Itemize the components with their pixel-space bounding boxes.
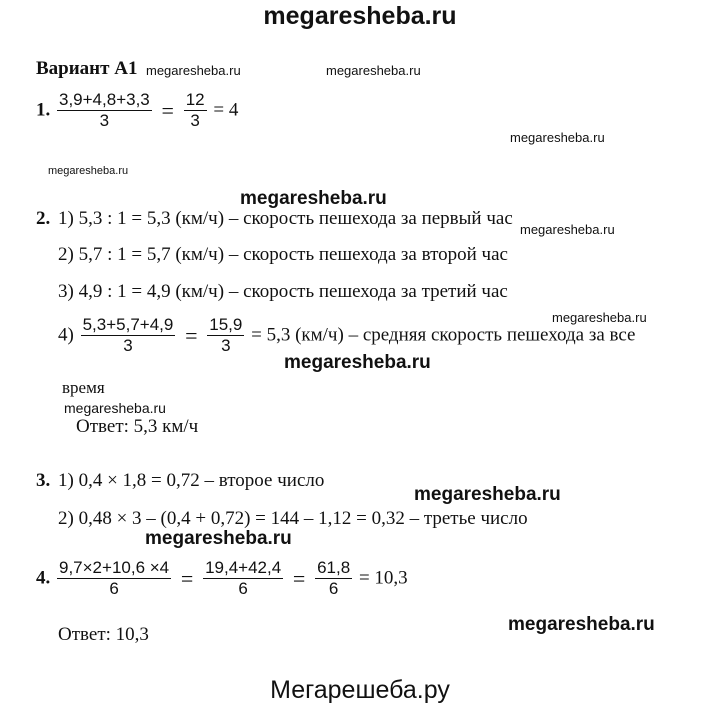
equals-sign: =	[161, 97, 174, 123]
problem-2-line-4	[58, 315, 635, 356]
problem-2-line-1: 1) 5,3 : 1 = 5,3 (км/ч) – скорость пешехода за первый час	[58, 208, 513, 229]
problem-1-result: = 4	[213, 99, 239, 121]
problem-2-line-3: 3) 4,9 : 1 = 4,9 (км/ч) – скорость пешехода за третий час	[58, 281, 508, 302]
line-4-suffix: = 5,3 (км/ч) – средняя скорость пешехода за все	[251, 324, 636, 346]
fraction-denominator: 3	[221, 336, 231, 355]
variant-title: Вариант А1	[36, 58, 138, 79]
equals-sign: =	[180, 565, 194, 591]
site-footer: Мегарешеба.ру	[270, 676, 450, 704]
problem-1	[36, 90, 238, 131]
problem-1-fraction-1	[57, 90, 152, 131]
equals-sign: =	[292, 565, 306, 591]
watermark-big-5: megaresheba.ru	[508, 614, 655, 635]
problem-2-fraction-1	[81, 315, 176, 356]
line-4-prefix: 4)	[58, 324, 74, 346]
fraction-numerator: 15,9	[209, 315, 243, 334]
fraction-numerator: 61,8	[317, 558, 351, 577]
fraction-denominator: 6	[238, 579, 248, 598]
fraction-denominator: 3	[99, 111, 110, 130]
problem-2-fraction-2	[207, 315, 244, 356]
watermark-3: megaresheba.ru	[510, 130, 605, 145]
watermark-big-1: megaresheba.ru	[240, 188, 387, 209]
equals-sign: =	[185, 322, 198, 348]
fraction-denominator: 3	[123, 336, 133, 355]
watermark-4: megaresheba.ru	[48, 165, 129, 177]
problem-3-line-1: 1) 0,4 × 1,8 = 0,72 – второе число	[58, 470, 325, 491]
fraction-denominator: 6	[328, 579, 339, 598]
problem-4-answer: Ответ: 10,3	[58, 624, 149, 645]
watermark-big-2: megaresheba.ru	[284, 352, 431, 373]
site-header: megaresheba.ru	[263, 2, 457, 30]
watermark-6: megaresheba.ru	[552, 310, 647, 325]
problem-4-fraction-2	[203, 558, 283, 599]
watermark-1: megaresheba.ru	[146, 63, 241, 78]
problem-1-number: 1.	[36, 99, 51, 121]
watermark-7: megaresheba.ru	[64, 400, 166, 416]
problem-2-line-2: 2) 5,7 : 1 = 5,7 (км/ч) – скорость пешехода за второй час	[58, 244, 508, 265]
problem-4-fraction-3	[315, 558, 352, 599]
fraction-numerator: 12	[185, 90, 205, 109]
watermark-big-4: megaresheba.ru	[145, 528, 292, 549]
watermark-5: megaresheba.ru	[520, 222, 615, 237]
fraction-numerator: 3,9+4,8+3,3	[59, 90, 150, 109]
watermark-2: megaresheba.ru	[326, 63, 421, 78]
problem-4-number: 4.	[36, 567, 51, 589]
fraction-denominator: 3	[190, 111, 200, 130]
problem-3-number: 3.	[36, 470, 51, 491]
problem-4-fraction-1	[57, 558, 171, 599]
fraction-numerator: 9,7×2+10,6 ×4	[59, 558, 170, 577]
problem-3-line-2: 2) 0,48 × 3 – (0,4 + 0,72) = 144 – 1,12 = 0,32 – третье число	[58, 508, 528, 529]
problem-4	[36, 558, 408, 599]
watermark-big-3: megaresheba.ru	[414, 484, 561, 505]
fraction-numerator: 5,3+5,7+4,9	[82, 315, 174, 334]
problem-2-number: 2.	[36, 208, 51, 229]
problem-2-answer: Ответ: 5,3 км/ч	[76, 416, 199, 437]
fraction-numerator: 19,4+42,4	[205, 558, 282, 577]
fraction-denominator: 6	[109, 579, 119, 598]
problem-4-result: = 10,3	[358, 567, 408, 589]
problem-1-fraction-2	[184, 90, 207, 131]
problem-2-line-4-continuation: время	[62, 378, 105, 397]
